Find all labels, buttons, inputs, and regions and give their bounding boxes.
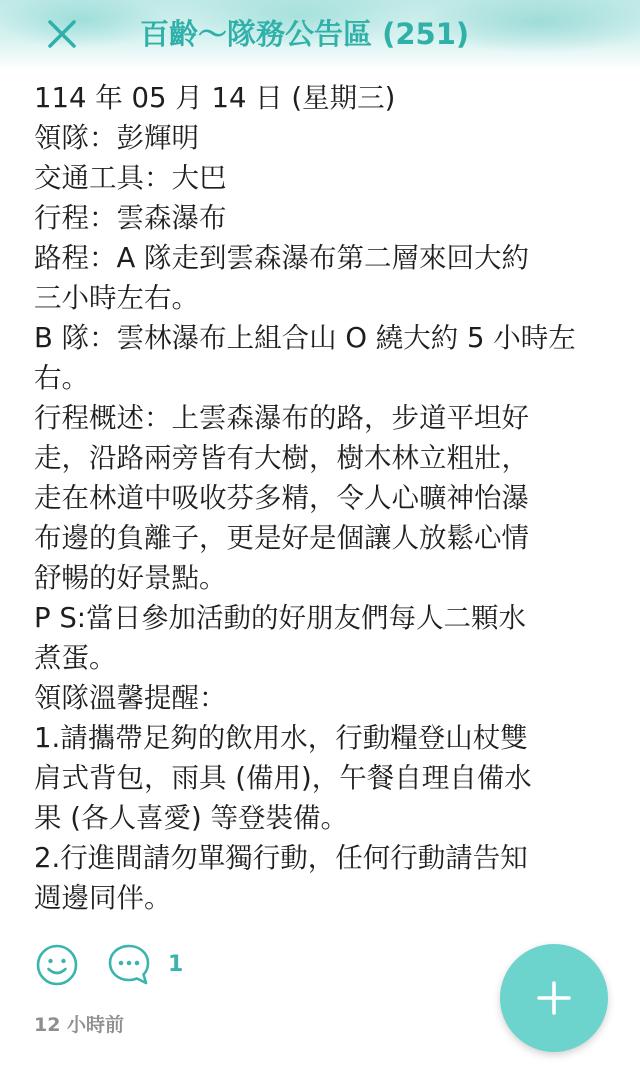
post-line: 2.行進間請勿單獨行動，任何行動請告知	[34, 842, 528, 874]
reaction-button[interactable]	[34, 942, 80, 988]
post-line: 領隊：彭輝明	[34, 122, 199, 154]
post-body	[34, 78, 614, 918]
post-line: 走在林道中吸收芬多精，令人心曠神怡瀑	[34, 482, 529, 514]
post-line: 1.請攜帶足夠的飲用水，行動糧登山杖雙	[34, 722, 528, 754]
header-bar	[0, 0, 640, 70]
post-line: 肩式背包，雨具 (備用)，午餐自理自備水	[34, 762, 532, 794]
post-line: 煮蛋。	[34, 642, 117, 674]
post-line: 交通工具：大巴	[34, 162, 227, 194]
post-line: 行程：雲森瀑布	[34, 202, 227, 234]
post-line: 領隊溫馨提醒：	[34, 682, 227, 714]
comment-count[interactable]: 1	[168, 952, 184, 977]
comment-icon	[106, 942, 152, 988]
comment-button[interactable]	[106, 942, 152, 988]
post-line: 114 年 05 月 14 日 (星期三)	[34, 82, 396, 114]
post-line: 舒暢的好景點。	[34, 562, 227, 594]
post-line: 三小時左右。	[34, 282, 199, 314]
post-line: P S:當日參加活動的好朋友們每人二顆水	[34, 602, 527, 634]
close-icon	[42, 14, 82, 54]
smile-icon	[34, 942, 80, 988]
post-line: 果 (各人喜愛) 等登裝備。	[34, 802, 348, 834]
post-line: 布邊的負離子，更是好是個讓人放鬆心情	[34, 522, 529, 554]
post-line: 路程：A 隊走到雲森瀑布第二層來回大約	[34, 242, 530, 274]
post-line: 走，沿路兩旁皆有大樹，樹木林立粗壯，	[34, 442, 529, 474]
post-line: 週邊同伴。	[34, 882, 172, 914]
post-line: 行程概述：上雲森瀑布的路，步道平坦好	[34, 402, 529, 434]
page-title: 百齡～隊務公告區 (251)	[140, 17, 470, 51]
post-line: B 隊：雲林瀑布上組合山 O 繞大約 5 小時左	[34, 322, 576, 354]
close-button[interactable]	[42, 14, 82, 54]
post-line: 右。	[34, 362, 89, 394]
plus-icon	[534, 978, 574, 1018]
post-timestamp: 12 小時前	[34, 1014, 125, 1036]
add-button[interactable]	[500, 944, 608, 1052]
